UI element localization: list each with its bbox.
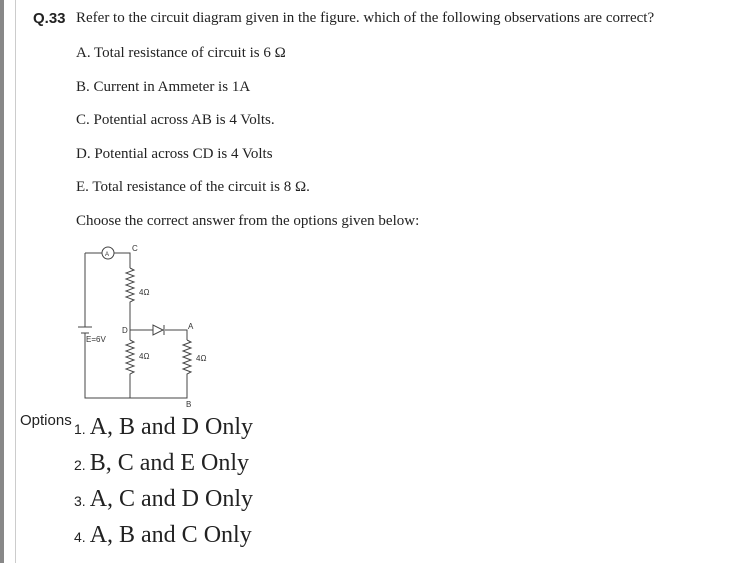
resistor-db-label: 4Ω — [139, 352, 150, 361]
node-a: A — [188, 322, 194, 331]
node-d: D — [122, 326, 128, 335]
option-text: B, C and E Only — [89, 450, 250, 476]
node-c: C — [132, 244, 138, 253]
option-2[interactable] — [74, 450, 249, 477]
question-number: Q.33 — [33, 10, 66, 27]
statement-e: E. Total resistance of the circuit is 8 Ω. — [76, 179, 310, 195]
option-4[interactable] — [74, 522, 252, 549]
statement-c: C. Potential across AB is 4 Volts. — [76, 112, 275, 128]
instruction: Choose the correct answer from the options given below: — [76, 213, 420, 229]
statement-b: B. Current in Ammeter is 1A — [76, 79, 251, 95]
question-text: Refer to the circuit diagram given in the figure. which of the following observations are correct? — [76, 10, 655, 26]
ammeter-label: A — [105, 252, 110, 258]
option-text: A, B and C Only — [89, 522, 252, 548]
option-number: 1. — [74, 421, 86, 437]
option-number: 3. — [74, 493, 86, 509]
resistor-ab-label: 4Ω — [196, 354, 207, 363]
statement-d: D. Potential across CD is 4 Volts — [76, 146, 273, 162]
option-text: A, C and D Only — [89, 486, 254, 512]
resistor-cd-label: 4Ω — [139, 288, 150, 297]
option-text: A, B and D Only — [89, 414, 254, 440]
option-number: 4. — [74, 529, 86, 545]
option-number: 2. — [74, 457, 86, 473]
option-1[interactable] — [74, 414, 253, 441]
statement-a: A. Total resistance of circuit is 6 Ω — [76, 45, 286, 61]
emf-label: E=6V — [86, 335, 106, 344]
options-label: Options — [20, 412, 72, 429]
node-b: B — [186, 400, 192, 409]
option-3[interactable] — [74, 486, 253, 513]
